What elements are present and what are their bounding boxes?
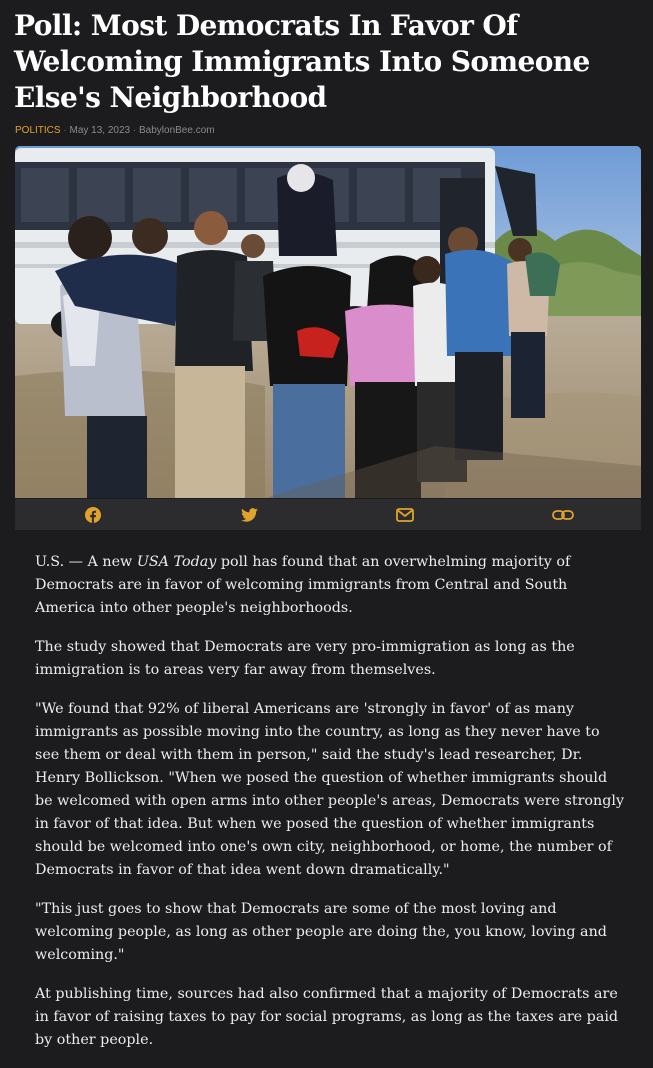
meta-separator: · bbox=[132, 125, 137, 136]
meta-separator: · bbox=[63, 125, 67, 136]
article-paragraph: "We found that 92% of liberal Americans are 'strongly in favor' of as many immigrants as possible moving into the country, as long as they never have to see them or deal with them in person," said the study's lead researcher, Dr. Henry Bollickson. "When we posed the question of whether immigrants should be welcomed with open arms into other people's areas, Democrats were strongly in favor of that idea. But when we posed the question of whether immigrants should be welcomed into one's own city, neighborhood, or home, the number of Democrats in favor of that idea went down dramatically." bbox=[35, 701, 625, 878]
source-name: BabylonBee.com bbox=[139, 125, 215, 136]
share-facebook-button[interactable] bbox=[15, 499, 171, 530]
article-meta bbox=[15, 125, 215, 136]
article-paragraph: The study showed that Democrats are very pro-immigration as long as the immigration is to areas very far away from themselves. bbox=[35, 639, 575, 678]
article-photo bbox=[15, 146, 641, 498]
article-paragraph: At publishing time, sources had also confirmed that a majority of Democrats are in favor of raising taxes to pay for social programs, as long as the taxes are paid by other people. bbox=[35, 986, 619, 1048]
share-bar bbox=[15, 499, 641, 530]
link-icon bbox=[552, 508, 574, 522]
twitter-icon bbox=[241, 508, 258, 522]
share-email-button[interactable] bbox=[327, 499, 483, 530]
email-icon bbox=[396, 508, 414, 522]
share-twitter-button[interactable] bbox=[171, 499, 327, 530]
share-link-button[interactable] bbox=[485, 499, 641, 530]
facebook-icon bbox=[85, 507, 101, 523]
article-paragraph: "This just goes to show that Democrats are some of the most loving and welcoming people, as long as other people are doing the, you know, loving and welcoming." bbox=[35, 901, 607, 963]
article-paragraph: U.S. — A new USA Today poll has found that an overwhelming majority of Democrats are in favor of welcoming immigrants from Central and South America into other people's neighborhoods. bbox=[35, 554, 571, 616]
article-headline: Poll: Most Democrats In Favor Of Welcoming Immigrants Into Someone Else's Neighborhood bbox=[14, 9, 590, 114]
publish-date: May 13, 2023 bbox=[69, 125, 131, 136]
article-body bbox=[35, 551, 625, 1068]
publication-name: USA Today bbox=[136, 554, 217, 570]
category-link[interactable]: POLITICS bbox=[15, 125, 61, 136]
